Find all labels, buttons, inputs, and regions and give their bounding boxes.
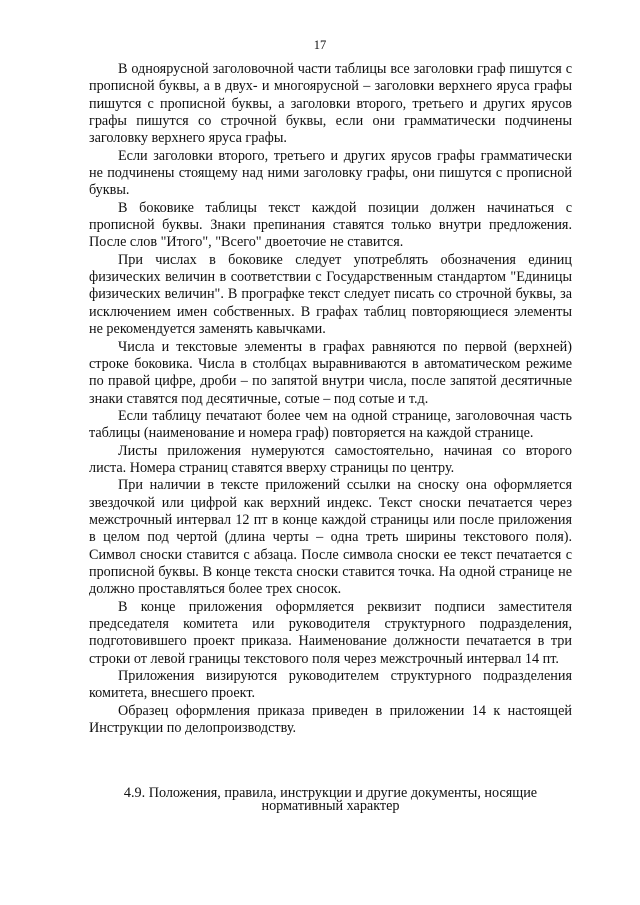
paragraph-footnotes: При наличии в тексте приложений ссылки на сноску она оформляется звездочкой или цифрой как верхний индекс. Текст сноски печатается через межстрочный интервал 12 пт в конце каждой страницы или после приложения в целом под чертой (длина черты – одна треть ширины текстового поля). Символ сноски ставится с абзаца. После символа сноски ее текст печатается с прописной буквы. В конце текста сноски ставится точка. На одной странице не должно проставляться более трех сносок.: [89, 477, 572, 598]
page-number: 17: [313, 38, 327, 52]
section-heading-line-1: 4.9. Положения, правила, инструкции и другие документы, носящие: [123, 785, 538, 801]
paragraph-approval: Приложения визируются руководителем структурного подразделения комитета, внесшего проект.: [89, 668, 572, 702]
body-text: [89, 61, 572, 737]
paragraph-number-alignment: Числа и текстовые элементы в графах равняются по первой (верхней) строке боковика. Числа в столбцах выравниваются в автоматическом режиме по правой цифре, дроби – по запятой внутри числа, после запятой десятичные знаки ставятся под десятичные, сотые – под сотые и т.д.: [89, 338, 572, 407]
paragraph-appendix-numbering: Листы приложения нумеруются самостоятельно, начиная со второго листа. Номера страниц ставятся вверху страницы по центру.: [89, 442, 572, 476]
paragraph-signature: В конце приложения оформляется реквизит подписи заместителя председателя комитета или руководителя структурного подразделения, подготовившего проект приказа. Наименование должности печатается в три строки от левой границы текстового поля через межстрочный интервал 14 пт.: [89, 598, 572, 667]
paragraph-stub-text: В боковике таблицы текст каждой позиции должен начинаться с прописной буквы. Знаки препинания ставятся только внутри предложения. После слов "Итого", "Всего" двоеточие не ставится.: [89, 199, 572, 251]
paragraph-header-capitalization: В одноярусной заголовочной части таблицы все заголовки граф пишутся с прописной буквы, а в двух- и многоярусной – заголовки верхнего яруса графы пишутся с прописной буквы, а заголовки второго, третьего и других ярусов графы пишутся со строчной буквы, если они грамматически подчинены заголовку верхнего яруса графы.: [89, 61, 572, 147]
paragraph-units: При числах в боковике следует употреблять обозначения единиц физических величин в соответствии с Государственным стандартом "Единицы физических величин". В прографке текст следует писать со строчной буквы, за исключением имен собственных. В графах таблиц повторяющиеся элементы не рекомендуется заменять кавычками.: [89, 251, 572, 338]
section-heading: [89, 787, 572, 813]
paragraph-sample-reference: Образец оформления приказа приведен в приложении 14 к настоящей Инструкции по делопроизводству.: [89, 702, 572, 737]
paragraph-subordinate-headers: Если заголовки второго, третьего и других ярусов графы грамматически не подчинены стоящему над ними заголовку графы, они пишутся с прописной буквы.: [89, 147, 572, 199]
paragraph-multipage-table: Если таблицу печатают более чем на одной странице, заголовочная часть таблицы (наименование и номера граф) повторяется на каждой странице.: [89, 407, 572, 442]
section-heading-line-2: нормативный характер: [261, 798, 400, 814]
